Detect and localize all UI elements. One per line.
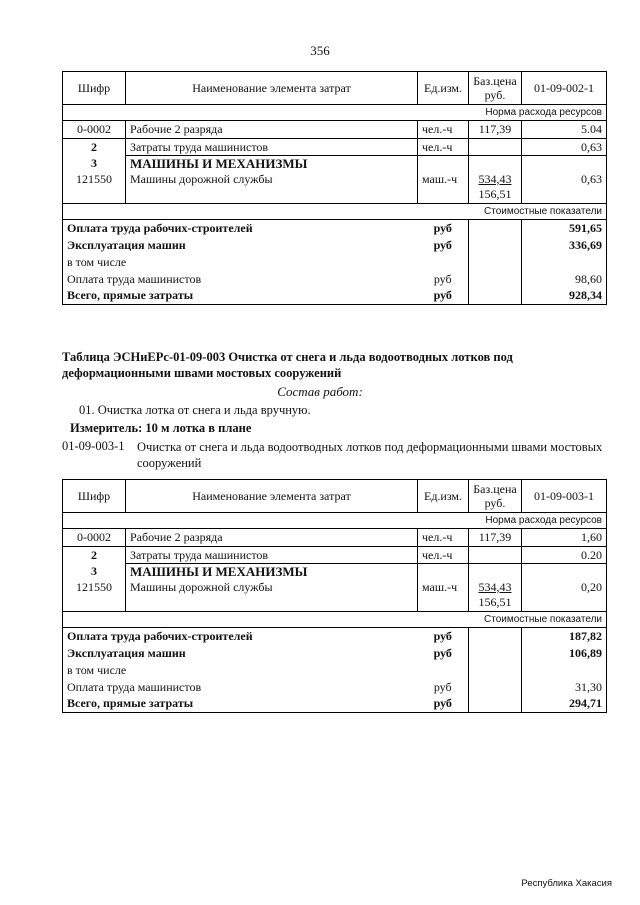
cost-row bbox=[63, 696, 607, 713]
row-name: Затраты труда машинистов bbox=[126, 139, 418, 156]
header-resource-code: 01-09-002-1 bbox=[522, 72, 607, 105]
cost-unit: руб bbox=[418, 696, 469, 713]
cost-name: Всего, прямые затраты bbox=[63, 288, 418, 305]
cost-label-row bbox=[63, 612, 607, 628]
cost-name: Оплата труда машинистов bbox=[63, 679, 418, 696]
row-name: МАШИНЫ И МЕХАНИЗМЫ bbox=[126, 564, 418, 580]
cost-name: Эксплуатация машин bbox=[63, 237, 418, 254]
header-base-price: Баз.цена руб. bbox=[469, 480, 522, 513]
cost-unit: руб bbox=[418, 220, 469, 237]
row-unit: чел.-ч bbox=[418, 139, 469, 156]
page-number: 356 bbox=[310, 43, 330, 58]
row-value: 0,63 bbox=[522, 139, 607, 156]
measure-unit: Измеритель: 10 м лотка в плане bbox=[70, 421, 252, 435]
row-name: Затраты труда машинистов bbox=[126, 547, 418, 564]
cost-name: Оплата труда машинистов bbox=[63, 271, 418, 288]
row-price: 117,39 bbox=[469, 121, 522, 139]
cost-value: 187,82 bbox=[522, 628, 607, 645]
cost-row bbox=[63, 662, 607, 679]
table-row bbox=[63, 172, 607, 204]
table-row bbox=[63, 547, 607, 564]
price-numerator: 534,43 bbox=[478, 171, 512, 186]
header-code: Шифр bbox=[63, 480, 126, 513]
row-value: 0.20 bbox=[522, 547, 607, 564]
cost-row bbox=[63, 220, 607, 237]
row-unit: чел.-ч bbox=[418, 121, 469, 139]
table-row bbox=[63, 580, 607, 612]
cost-value: 106,89 bbox=[522, 645, 607, 662]
norm-label-row bbox=[63, 105, 607, 121]
row-value: 5.04 bbox=[522, 121, 607, 139]
norm-code: 01-09-003-1 bbox=[62, 439, 125, 453]
cost-label: Стоимостные показатели bbox=[63, 204, 607, 220]
cost-unit: руб bbox=[418, 288, 469, 305]
work-item: 01. Очистка лотка от снега и льда вручную. bbox=[79, 403, 311, 417]
row-unit: чел.-ч bbox=[418, 547, 469, 564]
cost-row bbox=[63, 271, 607, 288]
estimate-table-1 bbox=[62, 71, 607, 305]
row-unit: маш.-ч bbox=[418, 580, 469, 612]
cost-row bbox=[63, 254, 607, 271]
cost-value: 928,34 bbox=[522, 288, 607, 305]
table-row bbox=[63, 529, 607, 547]
cost-unit: руб bbox=[418, 271, 469, 288]
cost-label-row bbox=[63, 204, 607, 220]
cost-unit: руб bbox=[418, 679, 469, 696]
row-code: 0-0002 bbox=[63, 529, 126, 547]
row-name: МАШИНЫ И МЕХАНИЗМЫ bbox=[126, 156, 418, 172]
row-code: 121550 bbox=[63, 580, 126, 612]
table-row bbox=[63, 139, 607, 156]
row-unit: чел.-ч bbox=[418, 529, 469, 547]
row-code: 3 bbox=[63, 564, 126, 580]
row-name: Рабочие 2 разряда bbox=[126, 121, 418, 139]
row-name: Машины дорожной службы bbox=[126, 172, 418, 204]
cost-name: Всего, прямые затраты bbox=[63, 696, 418, 713]
row-code: 121550 bbox=[63, 172, 126, 204]
row-code: 3 bbox=[63, 156, 126, 172]
norm-description: Очистка от снега и льда водоотводных лотков под деформационными швами мостовых сооружений bbox=[137, 440, 603, 470]
cost-value: 31,30 bbox=[522, 679, 607, 696]
header-base-price: Баз.цена руб. bbox=[469, 72, 522, 105]
header-unit: Ед.изм. bbox=[418, 72, 469, 105]
table-row bbox=[63, 156, 607, 172]
cost-name: в том числе bbox=[63, 254, 418, 271]
header-unit: Ед.изм. bbox=[418, 480, 469, 513]
cost-unit: руб bbox=[418, 645, 469, 662]
section-title: Таблица ЭСНиЕРс-01-09-003 Очистка от снега и льда водоотводных лотков под деформационными швами мостовых сооружений bbox=[62, 350, 513, 380]
cost-value: 591,65 bbox=[522, 220, 607, 237]
price-numerator: 534,43 bbox=[478, 579, 512, 594]
cost-unit: руб bbox=[418, 628, 469, 645]
table-row bbox=[63, 564, 607, 580]
row-code: 2 bbox=[63, 547, 126, 564]
estimate-table-2 bbox=[62, 479, 607, 713]
cost-unit: руб bbox=[418, 237, 469, 254]
cost-value: 294,71 bbox=[522, 696, 607, 713]
row-code: 0-0002 bbox=[63, 121, 126, 139]
cost-value: 336,69 bbox=[522, 237, 607, 254]
norm-label-row bbox=[63, 513, 607, 529]
row-price bbox=[469, 172, 522, 204]
header-code: Шифр bbox=[63, 72, 126, 105]
price-denominator: 156,51 bbox=[478, 186, 512, 201]
cost-row bbox=[63, 628, 607, 645]
price-denominator: 156,51 bbox=[478, 594, 512, 609]
row-value: 1,60 bbox=[522, 529, 607, 547]
cost-row bbox=[63, 237, 607, 254]
cost-name: Оплата труда рабочих-строителей bbox=[63, 628, 418, 645]
row-value: 0,20 bbox=[522, 580, 607, 612]
footer-region: Республика Хакасия bbox=[521, 878, 612, 889]
header-name: Наименование элемента затрат bbox=[126, 480, 418, 513]
table-header-row bbox=[63, 480, 607, 513]
cost-name: Оплата труда рабочих-строителей bbox=[63, 220, 418, 237]
row-name: Машины дорожной службы bbox=[126, 580, 418, 612]
cost-row bbox=[63, 645, 607, 662]
header-name: Наименование элемента затрат bbox=[126, 72, 418, 105]
row-unit: маш.-ч bbox=[418, 172, 469, 204]
table-row bbox=[63, 121, 607, 139]
cost-row bbox=[63, 288, 607, 305]
cost-row bbox=[63, 679, 607, 696]
table-header-row bbox=[63, 72, 607, 105]
cost-name: в том числе bbox=[63, 662, 418, 679]
cost-value: 98,60 bbox=[522, 271, 607, 288]
row-value: 0,63 bbox=[522, 172, 607, 204]
cost-label: Стоимостные показатели bbox=[63, 612, 607, 628]
row-name: Рабочие 2 разряда bbox=[126, 529, 418, 547]
norm-label: Норма расхода ресурсов bbox=[63, 513, 607, 529]
norm-label: Норма расхода ресурсов bbox=[63, 105, 607, 121]
header-resource-code: 01-09-003-1 bbox=[522, 480, 607, 513]
composition-label: Состав работ: bbox=[277, 384, 363, 399]
cost-name: Эксплуатация машин bbox=[63, 645, 418, 662]
row-price bbox=[469, 580, 522, 612]
row-price: 117,39 bbox=[469, 529, 522, 547]
row-code: 2 bbox=[63, 139, 126, 156]
